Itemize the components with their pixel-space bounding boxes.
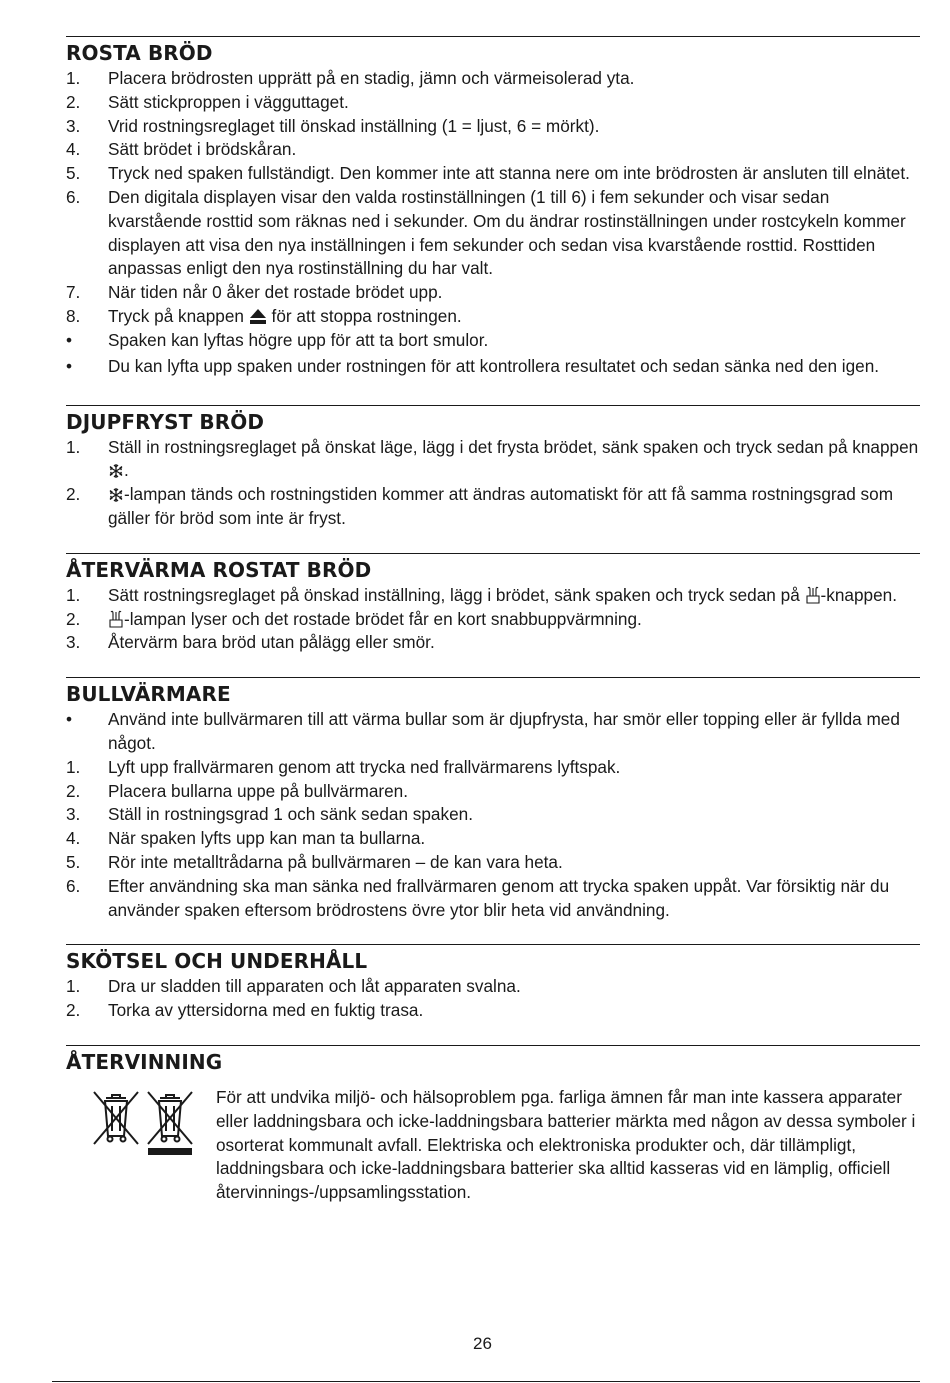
- section-rosta-brod: [66, 36, 920, 379]
- list-text: Spaken kan lyftas högre upp för att ta bort smulor.: [108, 329, 489, 350]
- recycling-text: För att undvika miljö- och hälsoproblem pga. farliga ämnen får man inte kassera apparater eller laddningsbara och icke-laddningsbara batterier märkta med någon av dessa symboler i osorterat kommunalt avfall. Elektriska och elektroniska produkter och, där tillämpligt, laddningsbara och icke-laddningsbara batterier ska alltid kasseras vid en lämplig, officiell återvinnings-/uppsamlingsstation.: [216, 1086, 916, 1203]
- list-text: Använd inte bullvärmaren till att värma bullar som är djupfrysta, har smör eller topping eller är fyllda med något.: [108, 709, 900, 753]
- list-marker: 1.: [66, 756, 81, 777]
- section-atervinning: [66, 1045, 920, 1205]
- list-item: [66, 708, 920, 756]
- section-djupfryst-brod: [66, 405, 920, 531]
- list-marker: •: [66, 709, 73, 730]
- reheat-icon: [805, 586, 821, 604]
- list-text-before: Tryck på knappen: [108, 305, 244, 326]
- list-marker: 5.: [66, 163, 81, 184]
- list-text: [108, 584, 920, 608]
- snowflake-icon: [108, 487, 124, 503]
- section-title: BULLVÄRMARE: [66, 682, 231, 707]
- list-text-after: -knappen.: [820, 584, 897, 605]
- list-item: [66, 780, 920, 804]
- list-marker: 1.: [66, 584, 81, 605]
- list-text: Ställ in rostningsgrad 1 och sänk sedan spaken.: [108, 804, 473, 825]
- list-marker: 5.: [66, 851, 81, 872]
- list-text: Tryck ned spaken fullständigt. Den kommer inte att stanna nere om inte brödrosten är ansluten till elnätet.: [108, 163, 910, 184]
- list-text: Sätt brödet i brödskåran.: [108, 139, 297, 160]
- section-title: ÅTERVINNING: [66, 1049, 223, 1074]
- list-text: Torka av yttersidorna med en fuktig trasa.: [108, 1000, 424, 1021]
- list-item: [66, 584, 920, 608]
- list-marker: 2.: [66, 780, 81, 801]
- list-item: [66, 329, 920, 353]
- list-item: [66, 115, 920, 139]
- list-item: [66, 875, 920, 923]
- list-item: [66, 803, 920, 827]
- list-marker: 8.: [66, 305, 81, 326]
- list-item: [66, 483, 920, 531]
- bottom-divider: [52, 1381, 920, 1382]
- list-text: När spaken lyfts upp kan man ta bullarna.: [108, 828, 426, 849]
- list-text-after: -lampan tänds och rostningstiden kommer att ändras automatiskt för att få samma rostningsgrad som gäller för bröd som inte är fryst.: [108, 484, 894, 528]
- list-text-after: -lampan lyser och det rostade brödet får en kort snabbuppvärmning.: [124, 608, 642, 629]
- eject-icon: [249, 308, 267, 325]
- list-marker: 1.: [66, 436, 81, 457]
- section-title: DJUPFRYST BRÖD: [66, 409, 265, 434]
- list-marker: 4.: [66, 828, 81, 849]
- crossed-bin-bar-icon: [146, 1090, 194, 1158]
- list-text-after: för att stoppa rostningen.: [271, 305, 462, 326]
- list-text: Dra ur sladden till apparaten och låt apparaten svalna.: [108, 976, 521, 997]
- section-title: SKÖTSEL OCH UNDERHÅLL: [66, 949, 368, 974]
- list-text: När tiden når 0 åker det rostade brödet upp.: [108, 282, 443, 303]
- list-text: Efter användning ska man sänka ned frallvärmaren genom att trycka spaken uppåt. Var försiktig när du använder spaken eftersom brödrostens övre ytor blir heta vid användning.: [108, 875, 890, 920]
- list-marker: 6.: [66, 186, 81, 207]
- list-item: [66, 827, 920, 851]
- list-text: [108, 483, 920, 531]
- list-text-before: Sätt rostningsreglaget på önskad inställning, lägg i brödet, sänk spaken och tryck sedan på: [108, 584, 800, 605]
- list-item: [66, 67, 920, 91]
- list-item: [66, 281, 920, 305]
- list-marker: 1.: [66, 68, 81, 88]
- list-item: [66, 305, 920, 329]
- list-marker: •: [66, 329, 73, 350]
- snowflake-icon: [108, 463, 124, 479]
- list-item: [66, 608, 920, 632]
- list-text: Sätt stickproppen i vägguttaget.: [108, 91, 349, 112]
- section-title: ROSTA BRÖD: [66, 41, 213, 65]
- list-text: Återvärm bara bröd utan pålägg eller smör.: [108, 632, 435, 653]
- list-item: [66, 353, 920, 379]
- list-item: [66, 91, 920, 115]
- list-text-after: .: [124, 460, 129, 481]
- list-item: [66, 138, 920, 162]
- list-marker: 4.: [66, 139, 81, 160]
- list-text: Vrid rostningsreglaget till önskad inställning (1 = ljust, 6 = mörkt).: [108, 115, 600, 136]
- list-marker: 2.: [66, 608, 81, 629]
- list-text: Placera bullarna uppe på bullvärmaren.: [108, 780, 409, 801]
- list-item: [66, 631, 920, 655]
- list-marker: 3.: [66, 115, 81, 136]
- list-item: [66, 186, 920, 281]
- manual-page: [66, 36, 920, 1205]
- reheat-icon: [108, 610, 124, 628]
- list-text-before: Ställ in rostningsreglaget på önskat läge, lägg i det frysta brödet, sänk spaken och tryck sedan på knappen: [108, 436, 919, 457]
- list-item: [66, 975, 920, 999]
- list-marker: 7.: [66, 282, 81, 303]
- list-item: [66, 162, 920, 186]
- section-bullvarmare: [66, 677, 920, 922]
- list-marker: •: [66, 355, 73, 376]
- list-marker: 1.: [66, 976, 81, 997]
- list-marker: 3.: [66, 632, 81, 653]
- list-marker: 6.: [66, 875, 81, 896]
- list-text: Placera brödrosten upprätt på en stadig, jämn och värmeisolerad yta.: [108, 68, 635, 88]
- section-skotsel: [66, 944, 920, 1023]
- section-atervarma: [66, 553, 920, 655]
- list-text: [108, 608, 920, 632]
- section-title: ÅTERVÄRMA ROSTAT BRÖD: [66, 557, 372, 582]
- list-text: Lyft upp frallvärmaren genom att trycka ned frallvärmarens lyftspak.: [108, 756, 621, 777]
- list-item: [66, 756, 920, 780]
- list-text: [108, 305, 920, 329]
- list-text: Rör inte metalltrådarna på bullvärmaren – de kan vara heta.: [108, 851, 563, 872]
- list-marker: 2.: [66, 484, 81, 505]
- recycling-block: [66, 1086, 920, 1205]
- crossed-bin-icon: [92, 1090, 140, 1146]
- list-item: [66, 436, 920, 484]
- list-text: Den digitala displayen visar den valda rostinställningen (1 till 6) i fem sekunder och visar sedan kvarstående rosttid som räknas ned i sekunder. Om du ändrar rostinställningen under rostcykeln kommer displayen att visa den nya inställningen i fem sekunder och sedan visa kvarstående rosttid. Rosttiden anpassas enligt den nya rostinställning du har valt.: [108, 186, 906, 279]
- list-item: [66, 999, 920, 1023]
- list-text: [108, 436, 920, 484]
- list-text: Du kan lyfta upp spaken under rostningen för att kontrollera resultatet och sedan sänka ned den igen.: [108, 355, 880, 376]
- page-number: 26: [473, 1334, 492, 1353]
- list-marker: 2.: [66, 91, 81, 112]
- recycling-symbols: [66, 1086, 216, 1205]
- list-marker: 3.: [66, 804, 81, 825]
- list-item: [66, 851, 920, 875]
- list-marker: 2.: [66, 1000, 81, 1021]
